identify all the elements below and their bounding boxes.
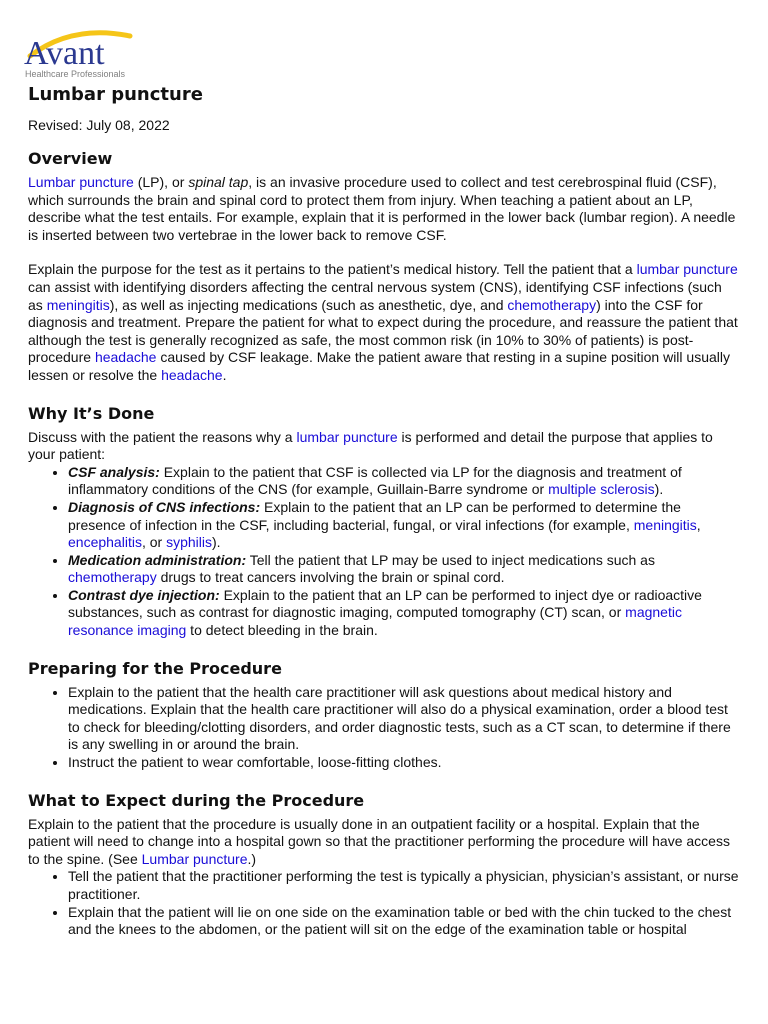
list-item bbox=[68, 868, 740, 903]
text: Explain that the patient will lie on one side on the examination table or bed with the chin tucked to the chest and the knees to the abdomen, or the patient will sit on the edge of the examination table or hospital bbox=[68, 903, 732, 938]
text: ). bbox=[654, 481, 664, 498]
paragraph bbox=[28, 261, 740, 384]
text: Explain the purpose for the test as it pertains to the patient’s medical history. Tell the patient that a bbox=[28, 261, 637, 278]
paragraph bbox=[28, 174, 740, 244]
bullet-list bbox=[28, 464, 740, 640]
bullet-label: Contrast dye injection: bbox=[68, 586, 220, 603]
link[interactable]: chemotherapy bbox=[507, 296, 597, 313]
link[interactable]: chemotherapy bbox=[68, 569, 157, 586]
text: ). bbox=[211, 534, 221, 551]
bullet-list bbox=[28, 868, 740, 938]
section-heading: Why It’s Done bbox=[28, 403, 155, 423]
list-item bbox=[68, 552, 740, 587]
text: Tell the patient that the practitioner performing the test is typically a physician, physician’s assistant, or nurse practitioner. bbox=[68, 868, 739, 902]
link[interactable]: meningitis bbox=[46, 296, 110, 313]
section-heading: What to Expect during the Procedure bbox=[28, 790, 365, 810]
section bbox=[28, 403, 740, 640]
bullet-label: Diagnosis of CNS infections: bbox=[68, 498, 261, 515]
text: Tell the patient that LP may be used to inject medications such as bbox=[246, 551, 655, 568]
link[interactable]: lumbar puncture bbox=[636, 261, 738, 278]
section-heading: Preparing for the Procedure bbox=[28, 658, 282, 678]
link[interactable]: meningitis bbox=[633, 516, 697, 533]
section bbox=[28, 790, 740, 939]
text: Explain to the patient that an LP can be performed to inject dye or radioactive substances, such as contrast for diagnostic imaging, computed tomography (CT) scan, or bbox=[68, 586, 702, 621]
link[interactable]: magnetic resonance imaging bbox=[68, 604, 682, 639]
text: ), as well as injecting medications (such as anesthetic, dye, and bbox=[109, 296, 508, 313]
paragraph bbox=[28, 816, 740, 869]
list-item bbox=[68, 904, 740, 939]
svg-text:Healthcare Professionals: Healthcare Professionals bbox=[25, 69, 126, 79]
text: Explain to the patient that the health care practitioner will ask questions about medical history and medications. Explain that the health care practitioner will also do a physical examination, order a blood test to check for bleeding/clotting disorders, and order diagnostic tests, such as a CT scan, to determine if there is any swelling in or around the brain. bbox=[68, 683, 731, 753]
link[interactable]: syphilis bbox=[166, 534, 212, 551]
link[interactable]: headache bbox=[94, 349, 157, 366]
list-item bbox=[68, 464, 740, 499]
text: is performed and detail the purpose that applies to your patient: bbox=[28, 428, 713, 463]
text: Explain to the patient that an LP can be performed to determine the presence of infection in the CSF, including bacterial, fungal, or viral infections (for example, bbox=[68, 498, 681, 533]
text: (LP), or bbox=[133, 174, 189, 190]
link[interactable]: Lumbar puncture bbox=[28, 174, 134, 190]
text: Explain to the patient that the procedure is usually done in an outpatient facility or a hospital. Explain that the patient will need to change into a hospital gown so that the practitioner performing the procedure will have access to the spine. (See bbox=[28, 815, 730, 867]
bullet-list bbox=[28, 684, 740, 772]
section bbox=[28, 658, 740, 772]
text: ) into the CSF for diagnosis and treatment. Prepare the patient for what to expect during the procedure, and reassure the patient that although the test is generally recognized as safe, the most common risk (in 10% to 30% of patients) is post-procedure bbox=[28, 296, 738, 366]
emphasis-text: spinal tap bbox=[188, 174, 249, 190]
link[interactable]: multiple sclerosis bbox=[548, 481, 655, 498]
paragraph bbox=[28, 429, 740, 464]
text: Discuss with the patient the reasons why a bbox=[28, 428, 297, 445]
link[interactable]: lumbar puncture bbox=[296, 428, 398, 445]
list-item bbox=[68, 684, 740, 754]
list-item bbox=[68, 587, 740, 640]
text: .) bbox=[247, 850, 257, 867]
link[interactable]: headache bbox=[161, 366, 223, 383]
bullet-label: CSF analysis: bbox=[68, 463, 160, 480]
link[interactable]: Lumbar puncture bbox=[141, 850, 248, 867]
text: caused by CSF leakage. Make the patient aware that resting in a supine position will usually lessen or resolve the bbox=[28, 349, 730, 383]
svg-text:Avant: Avant bbox=[24, 35, 105, 72]
list-item bbox=[68, 754, 740, 772]
avant-logo bbox=[22, 22, 137, 80]
list-item bbox=[68, 499, 740, 552]
section bbox=[28, 148, 740, 385]
text: , bbox=[696, 516, 701, 533]
page-title: Lumbar puncture bbox=[28, 84, 203, 105]
section-heading: Overview bbox=[28, 149, 113, 168]
text: drugs to treat cancers involving the brain or spinal cord. bbox=[156, 569, 505, 586]
text: , is an invasive procedure used to collect and test cerebrospinal fluid (CSF), which surrounds the brain and spinal cord to protect them from injury. When teaching a patient about an LP, describe what the test entails. For example, explain that it is performed in the lower back (lumbar region). A needle is inserted between two vertebrae in the lower back to remove CSF. bbox=[28, 174, 736, 243]
document-body bbox=[28, 148, 740, 939]
bullet-label: Medication administration: bbox=[68, 551, 247, 568]
text: Instruct the patient to wear comfortable, loose-fitting clothes. bbox=[68, 754, 442, 771]
text: can assist with identifying disorders affecting the central nervous system (CNS), identifying CSF infections (such as bbox=[28, 278, 722, 313]
link[interactable]: encephalitis bbox=[68, 534, 142, 551]
text: Explain to the patient that CSF is collected via LP for the diagnosis and treatment of inflammatory conditions of the CNS (for example, Guillain-Barre syndrome or bbox=[68, 463, 682, 498]
text: . bbox=[222, 366, 227, 383]
text: , or bbox=[141, 534, 167, 551]
text: to detect bleeding in the brain. bbox=[186, 622, 378, 639]
revised-date: Revised: July 08, 2022 bbox=[28, 117, 170, 133]
